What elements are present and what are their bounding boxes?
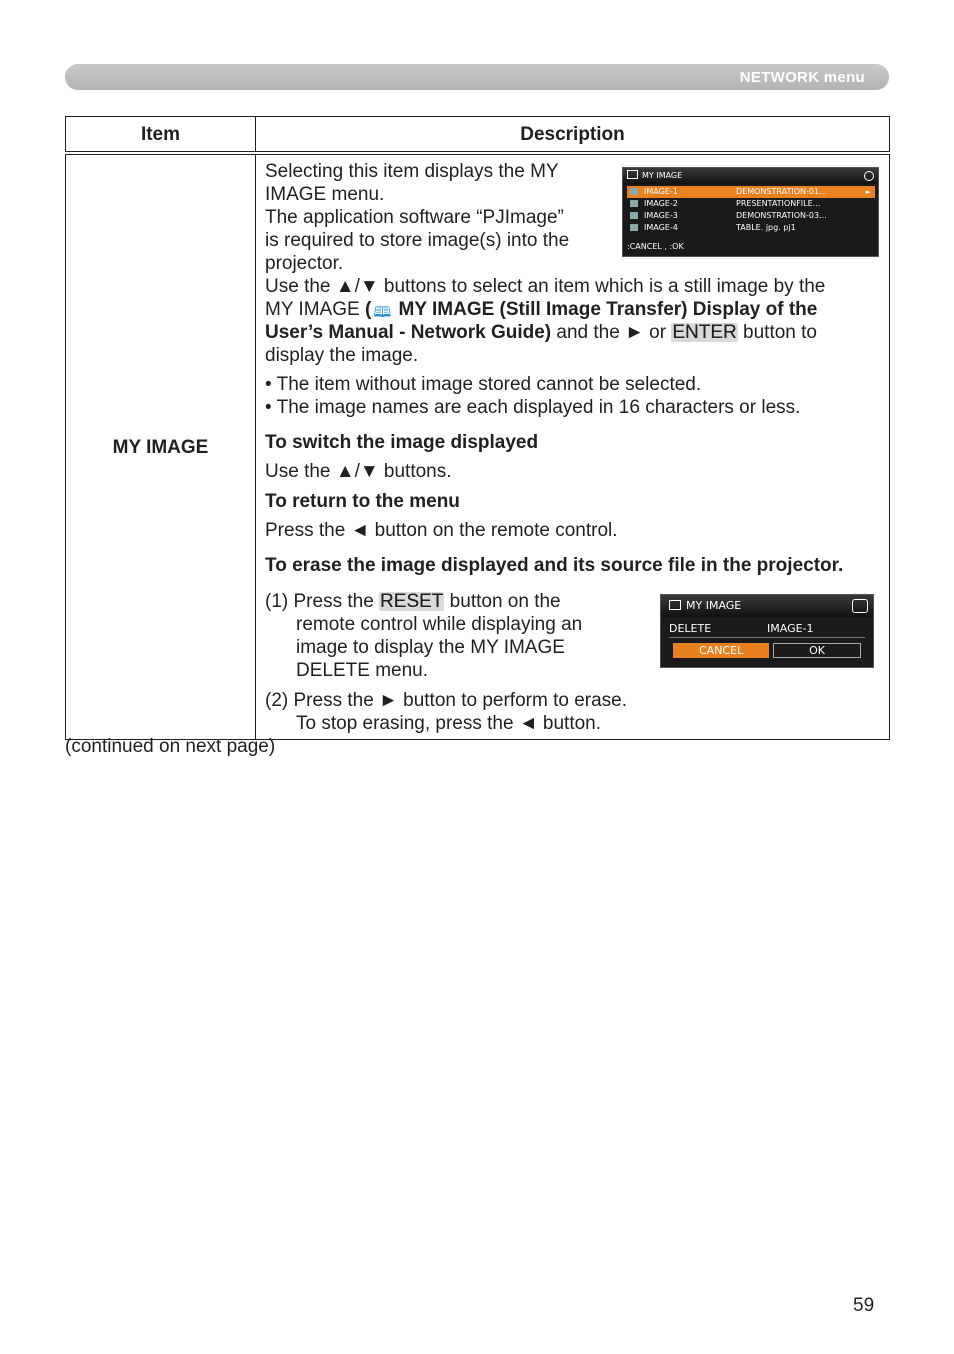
dialog-buttons xyxy=(669,642,869,660)
delete-row xyxy=(669,621,865,638)
file-name: TABLE. jpg. pj1 xyxy=(736,223,796,232)
section-header-bar xyxy=(65,64,889,90)
image-name: IMAGE-2 xyxy=(644,199,678,208)
file-name: DEMONSTRATION-01... xyxy=(736,187,827,196)
step-text: button on the xyxy=(444,591,561,612)
manual-reference: MY IMAGE (Still Image Transfer) Display of the xyxy=(393,299,818,320)
step-line: image to display the MY IMAGE xyxy=(296,637,565,658)
manual-reference: User’s Manual - Network Guide) xyxy=(265,322,552,343)
usage-text: MY IMAGE xyxy=(265,299,365,320)
delete-target: IMAGE-1 xyxy=(767,622,814,635)
image-name: IMAGE-1 xyxy=(644,187,678,196)
usage-text: button to xyxy=(737,322,817,343)
page-number: 59 xyxy=(853,1295,875,1316)
image-file-icon xyxy=(630,188,638,195)
list-item xyxy=(627,186,875,198)
arrow-right-icon: ► xyxy=(865,188,871,196)
usage-line xyxy=(265,321,881,344)
screenshot-title: MY IMAGE xyxy=(686,599,742,612)
book-icon: 🕮 xyxy=(373,304,392,321)
switch-text: Use the ▲/▼ buttons. xyxy=(265,461,452,482)
note: • The image names are each displayed in 16 characters or less. xyxy=(265,397,801,418)
delete-label: DELETE xyxy=(669,622,712,635)
list-item xyxy=(627,210,875,222)
screenshot-titlebar xyxy=(623,168,878,184)
step-line: DELETE menu. xyxy=(296,660,428,681)
step-line: (2) Press the ► button to perform to erase. xyxy=(265,690,628,711)
image-file-icon xyxy=(630,224,638,231)
cancel-button: CANCEL xyxy=(673,643,769,658)
section-title: NETWORK menu xyxy=(739,69,865,86)
enter-button-label: ENTER xyxy=(672,322,737,343)
image-name: IMAGE-3 xyxy=(644,211,678,220)
table-header-row xyxy=(66,117,890,154)
image-name: IMAGE-4 xyxy=(644,223,678,232)
image-file-icon xyxy=(630,212,638,219)
switch-heading: To switch the image displayed xyxy=(265,432,539,453)
screenshot-footer: :CANCEL , :OK xyxy=(627,242,684,251)
screenshot-titlebar xyxy=(661,595,873,617)
image-icon xyxy=(627,170,638,179)
close-icon xyxy=(864,171,874,181)
note: • The item without image stored cannot be selected. xyxy=(265,374,702,395)
return-icon xyxy=(852,599,868,613)
list-item xyxy=(627,222,875,234)
ok-button: OK xyxy=(773,643,861,658)
intro-line: projector. xyxy=(265,253,344,274)
intro-line: is required to store image(s) into the xyxy=(265,230,570,251)
reset-button-label: RESET xyxy=(380,591,444,612)
usage-line: Use the ▲/▼ buttons to select an item which is a still image by the xyxy=(265,276,826,297)
file-name: PRESENTATIONFILE... xyxy=(736,199,821,208)
image-icon xyxy=(669,600,681,610)
item-name: MY IMAGE xyxy=(66,153,256,740)
usage-text: and the ► or xyxy=(551,322,672,343)
image-list xyxy=(627,186,875,234)
my-image-delete-screenshot xyxy=(660,594,874,668)
step-text: (1) Press the xyxy=(265,591,380,612)
intro-line: The application software “PJImage” xyxy=(265,207,564,228)
return-heading: To return to the menu xyxy=(265,491,460,512)
col-description-header: Description xyxy=(256,117,890,154)
ref-open: ( xyxy=(364,299,372,320)
erase-heading: To erase the image displayed and its source file in the projector. xyxy=(265,555,844,576)
my-image-menu-screenshot xyxy=(622,167,879,257)
list-item xyxy=(627,198,875,210)
intro-line: Selecting this item displays the MY xyxy=(265,161,559,182)
step-line: remote control while displaying an xyxy=(296,614,583,635)
col-item-header: Item xyxy=(66,117,256,154)
file-name: DEMONSTRATION-03... xyxy=(736,211,827,220)
screenshot-title: MY IMAGE xyxy=(642,171,683,180)
image-file-icon xyxy=(630,200,638,207)
return-text: Press the ◄ button on the remote control. xyxy=(265,520,618,541)
intro-line: IMAGE menu. xyxy=(265,184,385,205)
usage-line xyxy=(265,298,881,321)
usage-line: display the image. xyxy=(265,345,419,366)
continued-note: (continued on next page) xyxy=(65,736,276,757)
step-line: To stop erasing, press the ◄ button. xyxy=(296,713,602,734)
